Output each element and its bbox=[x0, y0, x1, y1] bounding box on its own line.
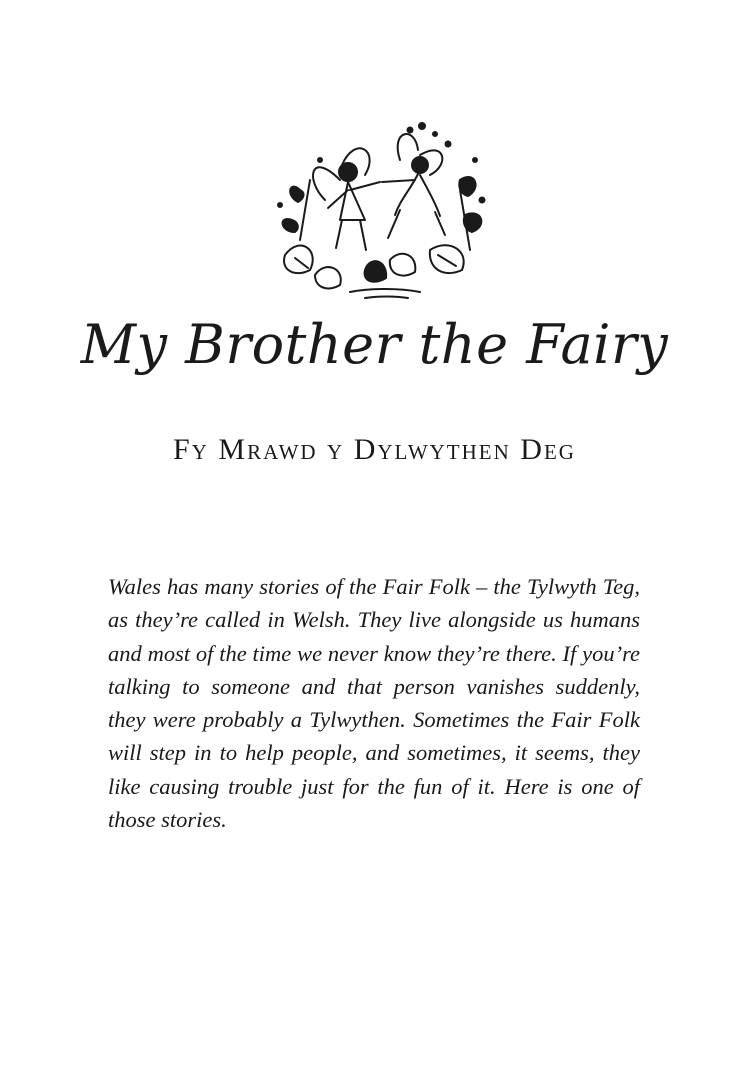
welsh-subtitle: Fy Mrawd y Dylwythen Deg bbox=[173, 433, 576, 466]
intro-paragraph: Wales has many stories of the Fair Folk – the Tylwyth Teg, as they’re called in Welsh. They live alongside us humans and most of the time we never know they’re there. If you’re talking to someone and that person vanishes suddenly, they were probably a Tylwythen. Sometimes the Fair Folk will step in to help people, and sometimes, it seems, they like causing trouble just for the fun of it. Here is one of those stories. bbox=[108, 574, 640, 833]
fairies-illustration-icon bbox=[270, 120, 495, 305]
story-title: My Brother the Fairy bbox=[80, 313, 669, 376]
